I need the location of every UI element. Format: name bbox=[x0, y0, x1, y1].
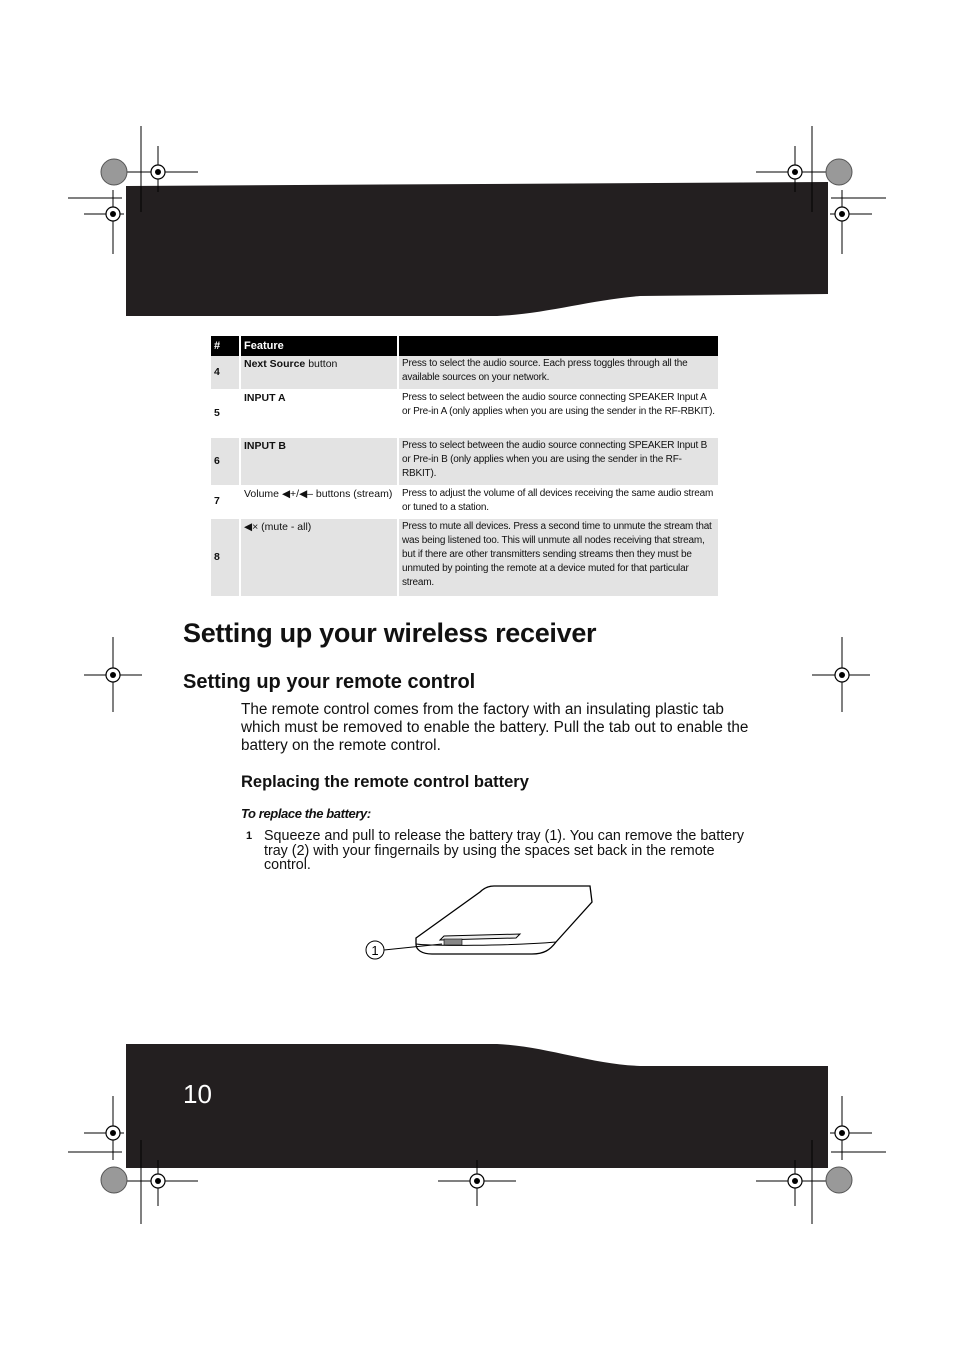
feature-rest: ◀× (mute - all) bbox=[244, 520, 312, 533]
feature-bold: Next Source bbox=[244, 358, 306, 370]
section-title: Setting up your wireless receiver bbox=[183, 618, 597, 648]
procedure-heading: To replace the battery: bbox=[241, 806, 371, 821]
table-row bbox=[211, 485, 718, 518]
feature-bold: INPUT A bbox=[244, 391, 286, 404]
step-text: Squeeze and pull to release the battery tray (1). You can remove the battery tray (2) with your fingernails by using the spaces set back in the remote control. bbox=[264, 828, 745, 873]
row-description: Press to mute all devices. Press a second time to unmute the stream that was being listened too. This will unmute all nodes receiving that stream, but if there are other transmitters sending streams then they must be unmuted by pointing the remote at a device muted for that particular stream. bbox=[398, 518, 718, 596]
step-number: 1 bbox=[246, 830, 253, 842]
row-description: Press to select between the audio source connecting SPEAKER Input A or Pre-in A (only applies when you are using the sender in the RF-RBKIT). bbox=[398, 389, 718, 437]
row-num: 7 bbox=[211, 485, 240, 518]
page-number: 10 bbox=[183, 1079, 212, 1109]
header-num: # bbox=[211, 336, 240, 356]
row-feature bbox=[240, 356, 398, 389]
feature-bold: INPUT B bbox=[244, 439, 286, 452]
row-description: Press to select the audio source. Each press toggles through all the available sources on your network. bbox=[398, 356, 718, 389]
subsection-title: Setting up your remote control bbox=[183, 671, 476, 693]
callout-label: 1 bbox=[371, 943, 379, 958]
header-description bbox=[398, 336, 718, 356]
header-feature: Feature bbox=[240, 336, 398, 356]
row-feature bbox=[240, 437, 398, 485]
feature-rest: Volume ◀+/◀– buttons (stream) bbox=[244, 487, 393, 500]
table-header-row bbox=[211, 336, 718, 356]
row-num: 5 bbox=[211, 389, 240, 437]
row-feature bbox=[240, 485, 398, 518]
row-feature bbox=[240, 518, 398, 596]
table-row bbox=[211, 356, 718, 389]
row-feature bbox=[240, 389, 398, 437]
footer-band bbox=[126, 1044, 828, 1168]
remote-body bbox=[416, 886, 592, 954]
table-row bbox=[211, 518, 718, 596]
table-row bbox=[211, 437, 718, 485]
intro-paragraph: The remote control comes from the factory with an insulating plastic tab which must be removed to enable the battery. Pull the tab out to enable the battery on the remote control. bbox=[241, 701, 749, 754]
row-description: Press to select between the audio source connecting SPEAKER Input B or Pre-in B (only applies when you are using the sender in the RF-RBKIT). bbox=[398, 437, 718, 485]
feature-table bbox=[211, 336, 718, 597]
header-band bbox=[126, 182, 828, 316]
row-num: 8 bbox=[211, 518, 240, 596]
feature-rest: button bbox=[305, 358, 338, 370]
row-num: 4 bbox=[211, 356, 240, 389]
subsubsection-title: Replacing the remote control battery bbox=[241, 773, 529, 791]
row-description: Press to adjust the volume of all devices receiving the same audio stream or tuned to a station. bbox=[398, 485, 718, 518]
row-num: 6 bbox=[211, 437, 240, 485]
remote-battery-figure bbox=[360, 882, 600, 964]
table-row bbox=[211, 389, 718, 437]
